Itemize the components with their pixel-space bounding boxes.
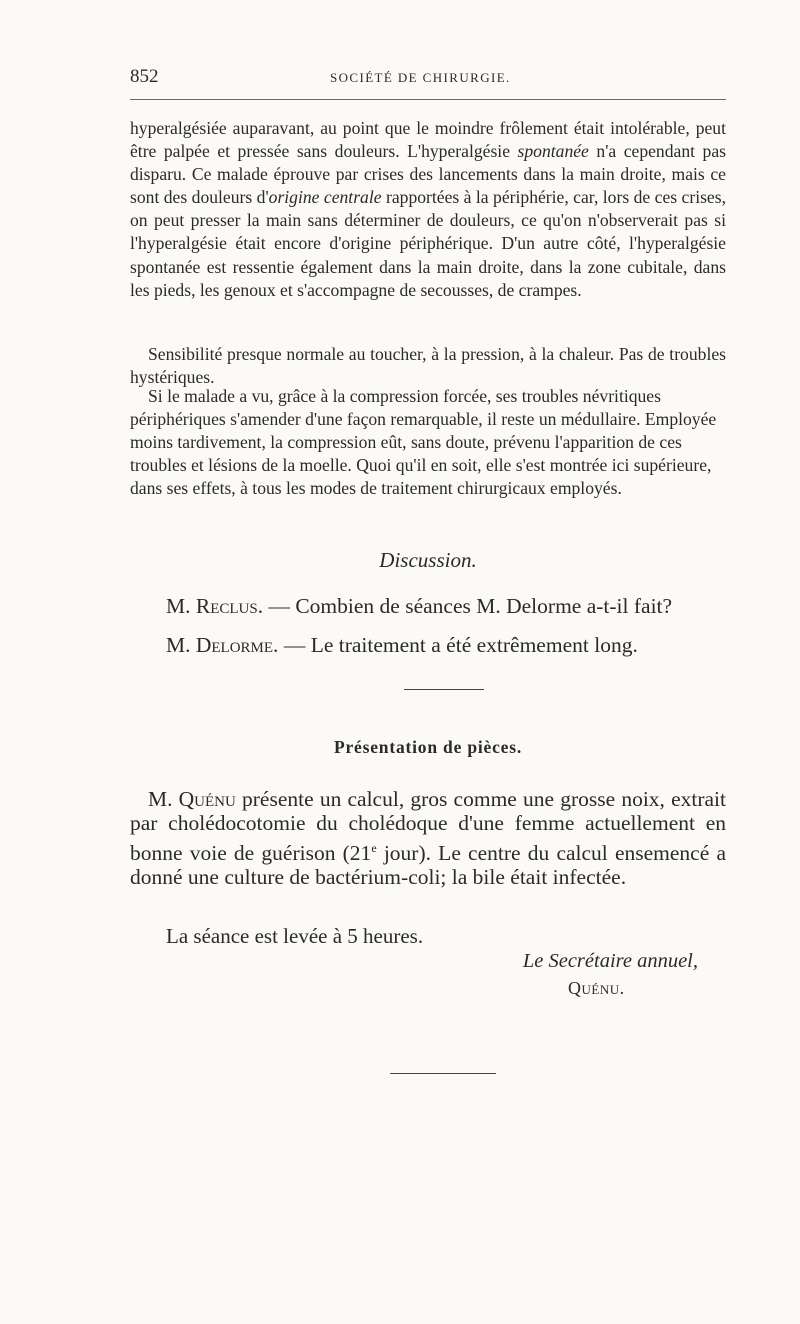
discussion-answer [130, 633, 726, 657]
case-text: n'a cependant pas disparu. Ce malade éprouve par crises des lancements dans la main droite, mais ce sont des douleurs d' [130, 141, 726, 208]
presentation-text: jour). Le centre du calcul ensemencé a donné une culture de bactérium-coli; la bile était infectée. [130, 840, 726, 890]
speaker-name: M. Reclus. [166, 594, 264, 618]
closing-line: La séance est levée à 5 heures. [166, 924, 424, 948]
discussion-question [130, 594, 726, 618]
section-heading: Présentation de pièces. [333, 737, 523, 757]
dialogue-text: — Le traitement a été extrêmement long. [278, 633, 638, 657]
speaker-name: M. Delorme. [166, 633, 279, 657]
case-text-emphasis: spontanée [517, 141, 589, 162]
header-rule [130, 99, 726, 100]
end-divider [390, 1073, 496, 1074]
page-number: 852 [130, 66, 159, 87]
page-header [130, 66, 726, 90]
case-text-emphasis: origine centrale [268, 187, 382, 208]
running-title: SOCIÉTÉ DE CHIRURGIE. [330, 70, 511, 85]
section-divider [404, 689, 484, 690]
presentation-paragraph [130, 787, 726, 890]
signature-title: Le Secrétaire annuel, [522, 950, 698, 972]
dialogue-text: — Combien de séances M. Delorme a-t-il fait? [263, 594, 673, 618]
case-text: rapportées à la périphérie, car, lors de ces crises, on peut presser la main sans déterminer de douleurs, ce qu'on n'observerait pas si l'hyperalgésie était encore d'origine périphérique. D'un autre côté, l'hyperalgésie spontanée est ressentie également dans la main droite, dans la zone cubitale, dans les pieds, les genoux et s'accompagne de secousses, de crampes. [130, 187, 726, 300]
ordinal-superscript: e [371, 840, 377, 855]
speaker-name: M. Quénu [148, 787, 236, 811]
case-paragraph-3 [130, 385, 726, 500]
case-paragraph-1 [130, 117, 726, 302]
presentation-text: présente un calcul, gros comme une grosse noix, extrait par cholédocotomie du cholédoque d'une femme actuellement en bonne voie de guérison (21 [130, 787, 726, 865]
discussion-title: Discussion. [379, 548, 477, 572]
case-text: hyperalgésiée auparavant, au point que le moindre frôlement était intolérable, peut être palpée et pressée sans douleurs. L'hyperalgésie [130, 118, 726, 162]
case-text: Sensibilité presque normale au toucher, à la pression, à la chaleur. Pas de troubles hystériques. [130, 344, 726, 388]
case-paragraph-2 [130, 343, 726, 389]
case-text: Si le malade a vu, grâce à la compression forcée, ses troubles névritiques périphériques s'amender d'une façon remarquable, il reste un médullaire. Employée moins tardivement, la compression eût, sans doute, prévenu l'apparition de ces troubles et lésions de la moelle. Quoi qu'il en soit, elle s'est montrée ici supérieure, dans ses effets, à tous les modes de traitement chirurgicaux employés. [130, 386, 717, 499]
signature-name: Quénu. [568, 978, 625, 998]
